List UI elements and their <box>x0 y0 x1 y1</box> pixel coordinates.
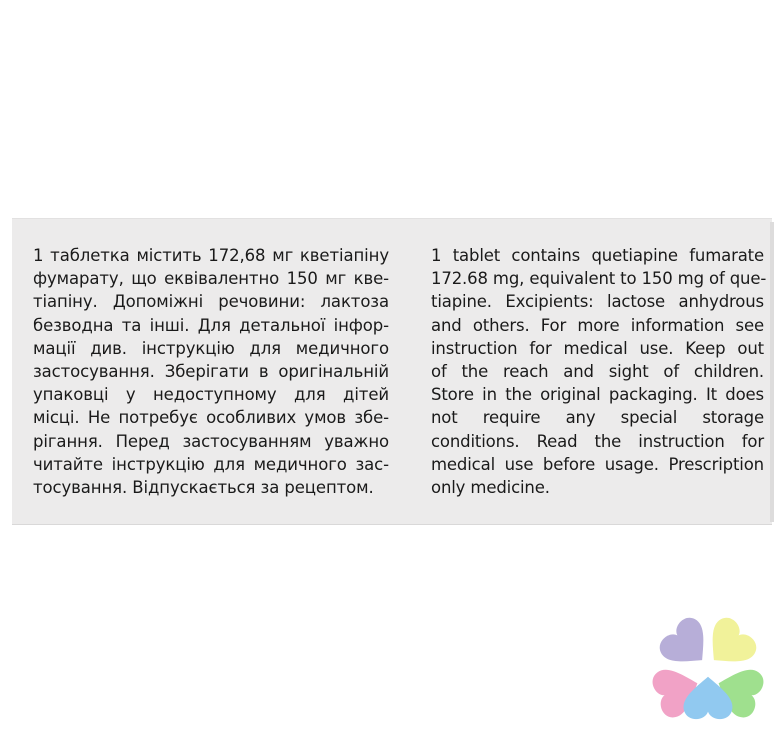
ukrainian-text-line: рігання. Перед застосуванням уважно <box>33 431 389 451</box>
english-text-line: 1 tablet contains quetiapine fumarate <box>431 246 764 265</box>
english-text-line: and others. For more information see <box>431 315 764 335</box>
english-text-block <box>431 244 767 499</box>
english-text-line: Store in the original packaging. It does <box>431 385 764 405</box>
english-text-line: 172.68 mg, equivalent to 150 mg of que- <box>431 269 767 289</box>
english-text-line: not require any special storage <box>431 408 764 428</box>
english-text-line: instruction for medical use. Keep out <box>431 338 764 358</box>
english-text-line: medical use before usage. Prescription <box>431 454 764 474</box>
english-text-line: tiapine. Excipients: lactose anhydrous <box>431 292 764 312</box>
panel-shadow-edge <box>770 222 774 522</box>
english-text-line: only medicine. <box>431 478 550 498</box>
ukrainian-text-line: місці. Не потребує особливих умов збе- <box>33 408 389 428</box>
ukrainian-text-line: читайте інструкцію для медичного зас- <box>33 454 389 474</box>
ukrainian-text-line: упаковці у недоступному для дітей <box>33 385 389 405</box>
ukrainian-text-block <box>33 244 389 499</box>
english-text-line: conditions. Read the instruction for <box>431 431 764 451</box>
four-hearts-clover-icon <box>636 608 776 740</box>
heart-purple-icon <box>655 613 720 678</box>
ukrainian-text-line: застосування. Зберігати в оригінальній <box>33 362 389 382</box>
ukrainian-text-line: тосування. Відпускається за рецептом. <box>33 478 374 498</box>
ukrainian-text-line: безводна та інші. Для детальної інфор- <box>33 315 389 335</box>
package-label-panel <box>12 218 772 525</box>
heart-yellow-icon <box>697 613 762 678</box>
ukrainian-text-line: тіапіну. Допоміжні речовини: лактоза <box>33 292 389 312</box>
ukrainian-text-line: фумарату, що еквівалентно 150 мг кве- <box>33 269 389 289</box>
ukrainian-text-line: мації див. інструкцію для медичного <box>33 338 389 358</box>
english-text-line: of the reach and sight of children. <box>431 362 764 382</box>
ukrainian-text-line: 1 таблетка містить 172,68 мг кветіапіну <box>33 246 389 265</box>
